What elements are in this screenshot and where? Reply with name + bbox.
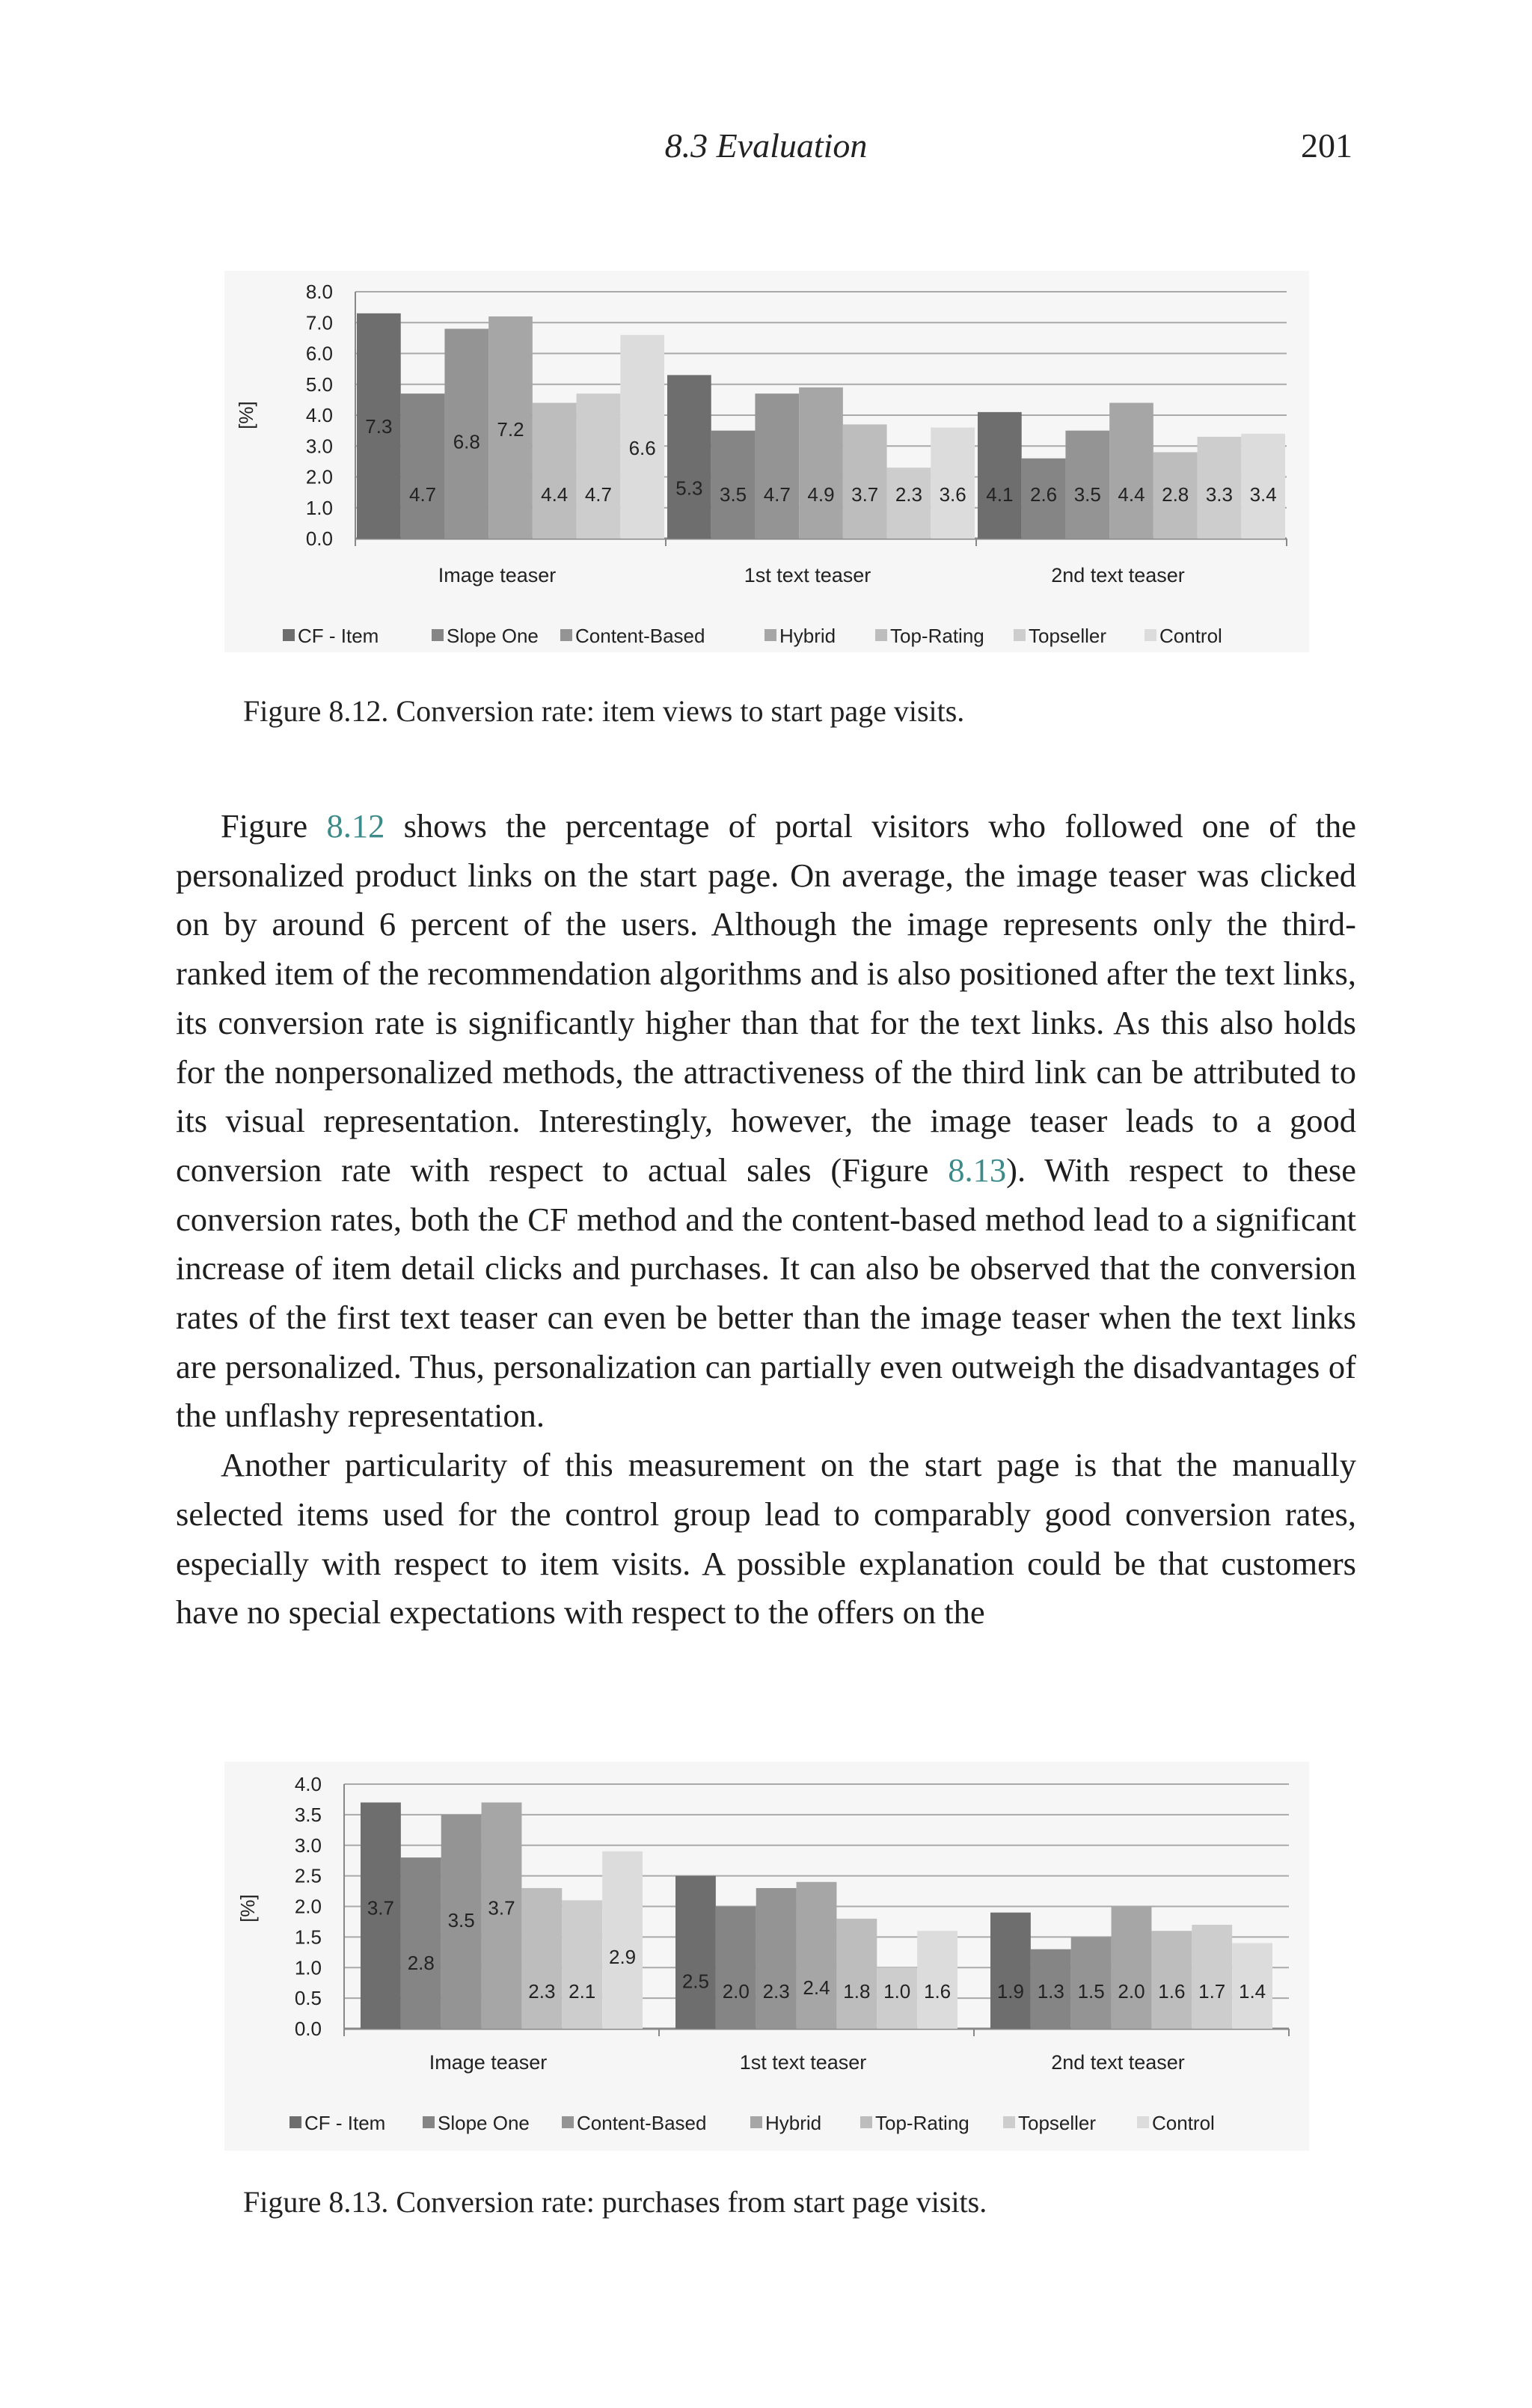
legend-swatch xyxy=(1145,629,1156,641)
bar-value-label: 4.7 xyxy=(584,483,613,506)
category-label: Image teaser xyxy=(429,2051,548,2074)
category-label: 2nd text teaser xyxy=(1051,564,1185,586)
legend-label: Content-Based xyxy=(577,2112,707,2134)
legend-swatch xyxy=(289,2116,301,2128)
bar-value-label: 2.3 xyxy=(762,1980,790,2003)
y-tick-label: 1.0 xyxy=(305,496,333,519)
bar-value-label: 2.3 xyxy=(528,1980,556,2003)
y-tick-label: 8.0 xyxy=(305,281,333,303)
bar xyxy=(1192,1925,1232,2029)
y-tick-label: 3.0 xyxy=(294,1833,322,1857)
figure-8-13-caption: Figure 8.13. Conversion rate: purchases from start page visits. xyxy=(243,2185,987,2219)
bar xyxy=(716,1907,756,2029)
bar-value-label: 2.9 xyxy=(608,1945,637,1968)
bar-value-label: 2.0 xyxy=(1118,1980,1145,2003)
bar-value-label: 3.7 xyxy=(367,1896,395,1920)
legend-swatch xyxy=(1014,629,1026,641)
p1-text-2: shows the percentage of portal visitors who followed one of the personalized product links on the start page. On average, the image teaser was clicked on by around 6 percent of the users. Although the image represents only the third-ranked item of the recommendation algorithms and is also positioned after the text links, its conversion rate is significantly higher than that for the text links. As this also holds for the nonpersonalized methods, the attractiveness of the third link can be attributed to its visual representation. Interestingly, however, the image teaser leads to a good conversion rate with respect to actual sales (Figure xyxy=(176,807,1356,1189)
bar xyxy=(533,403,577,539)
bar-value-label: 4.4 xyxy=(541,483,569,506)
category-label: 1st text teaser xyxy=(739,2051,867,2074)
bar-value-label: 3.5 xyxy=(447,1908,475,1931)
y-tick-label: 0.5 xyxy=(294,1987,322,2010)
legend-swatch xyxy=(1137,2116,1149,2128)
legend-swatch xyxy=(423,2116,435,2128)
bar-value-label: 3.5 xyxy=(719,483,747,506)
bar-value-label: 3.7 xyxy=(488,1896,515,1920)
body-text xyxy=(176,802,1356,1637)
y-tick-label: 0.0 xyxy=(305,527,333,550)
legend-label: Topseller xyxy=(1029,625,1107,647)
legend-swatch xyxy=(560,629,572,641)
figure-8-12-caption: Figure 8.12. Conversion rate: item views to start page visits. xyxy=(243,694,965,728)
y-tick-label: 4.0 xyxy=(294,1773,322,1795)
y-tick-label: 2.0 xyxy=(305,465,333,488)
legend-label: Control xyxy=(1152,2112,1215,2134)
legend-swatch xyxy=(765,629,776,641)
legend-label: Topseller xyxy=(1018,2112,1097,2134)
bar-value-label: 5.3 xyxy=(675,477,703,500)
bar-value-label: 2.0 xyxy=(722,1980,750,2003)
legend-swatch xyxy=(562,2116,574,2128)
bar xyxy=(756,1888,797,2029)
legend-swatch xyxy=(750,2116,762,2128)
running-head xyxy=(0,126,1532,171)
bar xyxy=(1109,403,1153,539)
bar-value-label: 1.8 xyxy=(843,1980,871,2003)
bar xyxy=(799,387,843,539)
bar xyxy=(675,1876,716,2029)
p1-text-3: ). With respect to these conversion rates, both the CF method and the content-based method lead to a significant increase of item detail clicks and purchases. It can also be observed that the conversion rates of the first text teaser can even be better than the image teaser when the text links are personalized. Thus, personalization can partially even outweigh the disadvantages of the unflashy representation. xyxy=(176,1151,1357,1435)
bar-value-label: 3.5 xyxy=(1073,483,1101,506)
legend-label: Content-Based xyxy=(575,625,705,647)
bar-value-label: 4.7 xyxy=(408,483,437,506)
bar-value-label: 1.7 xyxy=(1198,1980,1226,2003)
bar-value-label: 1.0 xyxy=(883,1980,911,2003)
bar-value-label: 6.6 xyxy=(628,436,656,459)
bar-value-label: 7.3 xyxy=(365,414,393,438)
bar xyxy=(836,1919,877,2029)
figure-8-13-link[interactable]: 8.13 xyxy=(948,1151,1007,1189)
bar xyxy=(1112,1907,1152,2029)
legend-label: Hybrid xyxy=(765,2112,822,2134)
bar-value-label: 3.7 xyxy=(851,483,879,506)
bar-value-label: 1.9 xyxy=(996,1980,1025,2003)
legend-label: Top-Rating xyxy=(875,2112,969,2134)
bar-value-label: 2.4 xyxy=(803,1976,830,1999)
bar-value-label: 1.6 xyxy=(1158,1980,1186,2003)
y-tick-label: 4.0 xyxy=(305,404,333,426)
bar-value-label: 1.4 xyxy=(1238,1980,1266,2003)
bar-value-label: 2.1 xyxy=(569,1980,596,2003)
bar-value-label: 4.1 xyxy=(986,483,1014,506)
bar-value-label: 2.8 xyxy=(1162,483,1189,506)
y-tick-label: 1.5 xyxy=(294,1926,322,1949)
bar xyxy=(602,1851,643,2029)
legend-label: Control xyxy=(1159,625,1222,647)
y-axis-label: [%] xyxy=(235,401,257,429)
legend-swatch xyxy=(432,629,444,641)
bar xyxy=(401,393,445,539)
bar-value-label: 2.6 xyxy=(1029,483,1058,506)
y-tick-label: 2.5 xyxy=(294,1864,322,1887)
bar xyxy=(562,1900,602,2029)
bar xyxy=(577,393,621,539)
bar xyxy=(978,412,1022,539)
bar-value-label: 1.3 xyxy=(1037,1980,1064,2003)
bar-value-label: 2.8 xyxy=(407,1952,435,1975)
y-tick-label: 3.0 xyxy=(305,435,333,458)
legend-label: Slope One xyxy=(438,2112,530,2134)
bar xyxy=(667,375,711,539)
y-tick-label: 1.0 xyxy=(294,1956,322,1979)
figure-8-13-svg xyxy=(224,1762,1309,2151)
figure-8-13-chart xyxy=(224,1762,1309,2151)
legend-swatch xyxy=(1003,2116,1015,2128)
category-label: 1st text teaser xyxy=(744,564,871,586)
figure-8-12-link[interactable]: 8.12 xyxy=(326,807,385,845)
bar-value-label: 4.7 xyxy=(763,483,791,506)
bar-value-label: 1.5 xyxy=(1077,1980,1105,2003)
figure-8-12-svg xyxy=(224,271,1309,652)
legend-label: CF - Item xyxy=(298,625,379,647)
bar-value-label: 3.3 xyxy=(1205,483,1234,506)
legend-label: Slope One xyxy=(447,625,539,647)
page-number: 201 xyxy=(1301,126,1352,165)
legend-label: CF - Item xyxy=(304,2112,386,2134)
category-label: Image teaser xyxy=(438,564,557,586)
paragraph-1 xyxy=(176,802,1356,1441)
legend-swatch xyxy=(875,629,887,641)
bar xyxy=(843,424,887,539)
section-title: 8.3 Evaluation xyxy=(664,126,868,165)
bar-value-label: 3.4 xyxy=(1249,483,1277,506)
bar-value-label: 2.5 xyxy=(681,1970,710,1993)
p1-text-1: Figure xyxy=(221,807,327,845)
paragraph-2: Another particularity of this measurement on the start page is that the manually selected items used for the control group lead to comparably good conversion rates, especially with respect to item visits. A possible explanation could be that customers have no special expectations with respect to the offers on the xyxy=(176,1446,1356,1632)
legend-swatch xyxy=(283,629,295,641)
y-tick-label: 0.0 xyxy=(294,2018,322,2040)
legend-swatch xyxy=(860,2116,872,2128)
bar xyxy=(401,1857,441,2029)
y-tick-label: 7.0 xyxy=(305,311,333,334)
bar-value-label: 6.8 xyxy=(453,430,480,453)
bar xyxy=(990,1913,1031,2029)
bar-value-label: 2.3 xyxy=(895,483,923,506)
y-axis-label: [%] xyxy=(236,1894,259,1923)
legend-label: Top-Rating xyxy=(890,625,984,647)
bar-value-label: 4.4 xyxy=(1118,483,1145,506)
bar-value-label: 4.9 xyxy=(807,483,835,506)
bar xyxy=(755,393,799,539)
figure-8-12-chart xyxy=(224,271,1309,652)
y-tick-label: 3.5 xyxy=(294,1803,322,1826)
category-label: 2nd text teaser xyxy=(1051,2051,1185,2074)
bar xyxy=(521,1888,562,2029)
bar-value-label: 3.6 xyxy=(939,483,966,506)
legend-label: Hybrid xyxy=(779,625,836,647)
y-tick-label: 2.0 xyxy=(294,1895,322,1918)
y-tick-label: 5.0 xyxy=(305,373,333,396)
bar-value-label: 1.6 xyxy=(923,1980,952,2003)
y-tick-label: 6.0 xyxy=(305,342,333,365)
bar-value-label: 7.2 xyxy=(497,418,524,441)
bar xyxy=(797,1882,837,2029)
